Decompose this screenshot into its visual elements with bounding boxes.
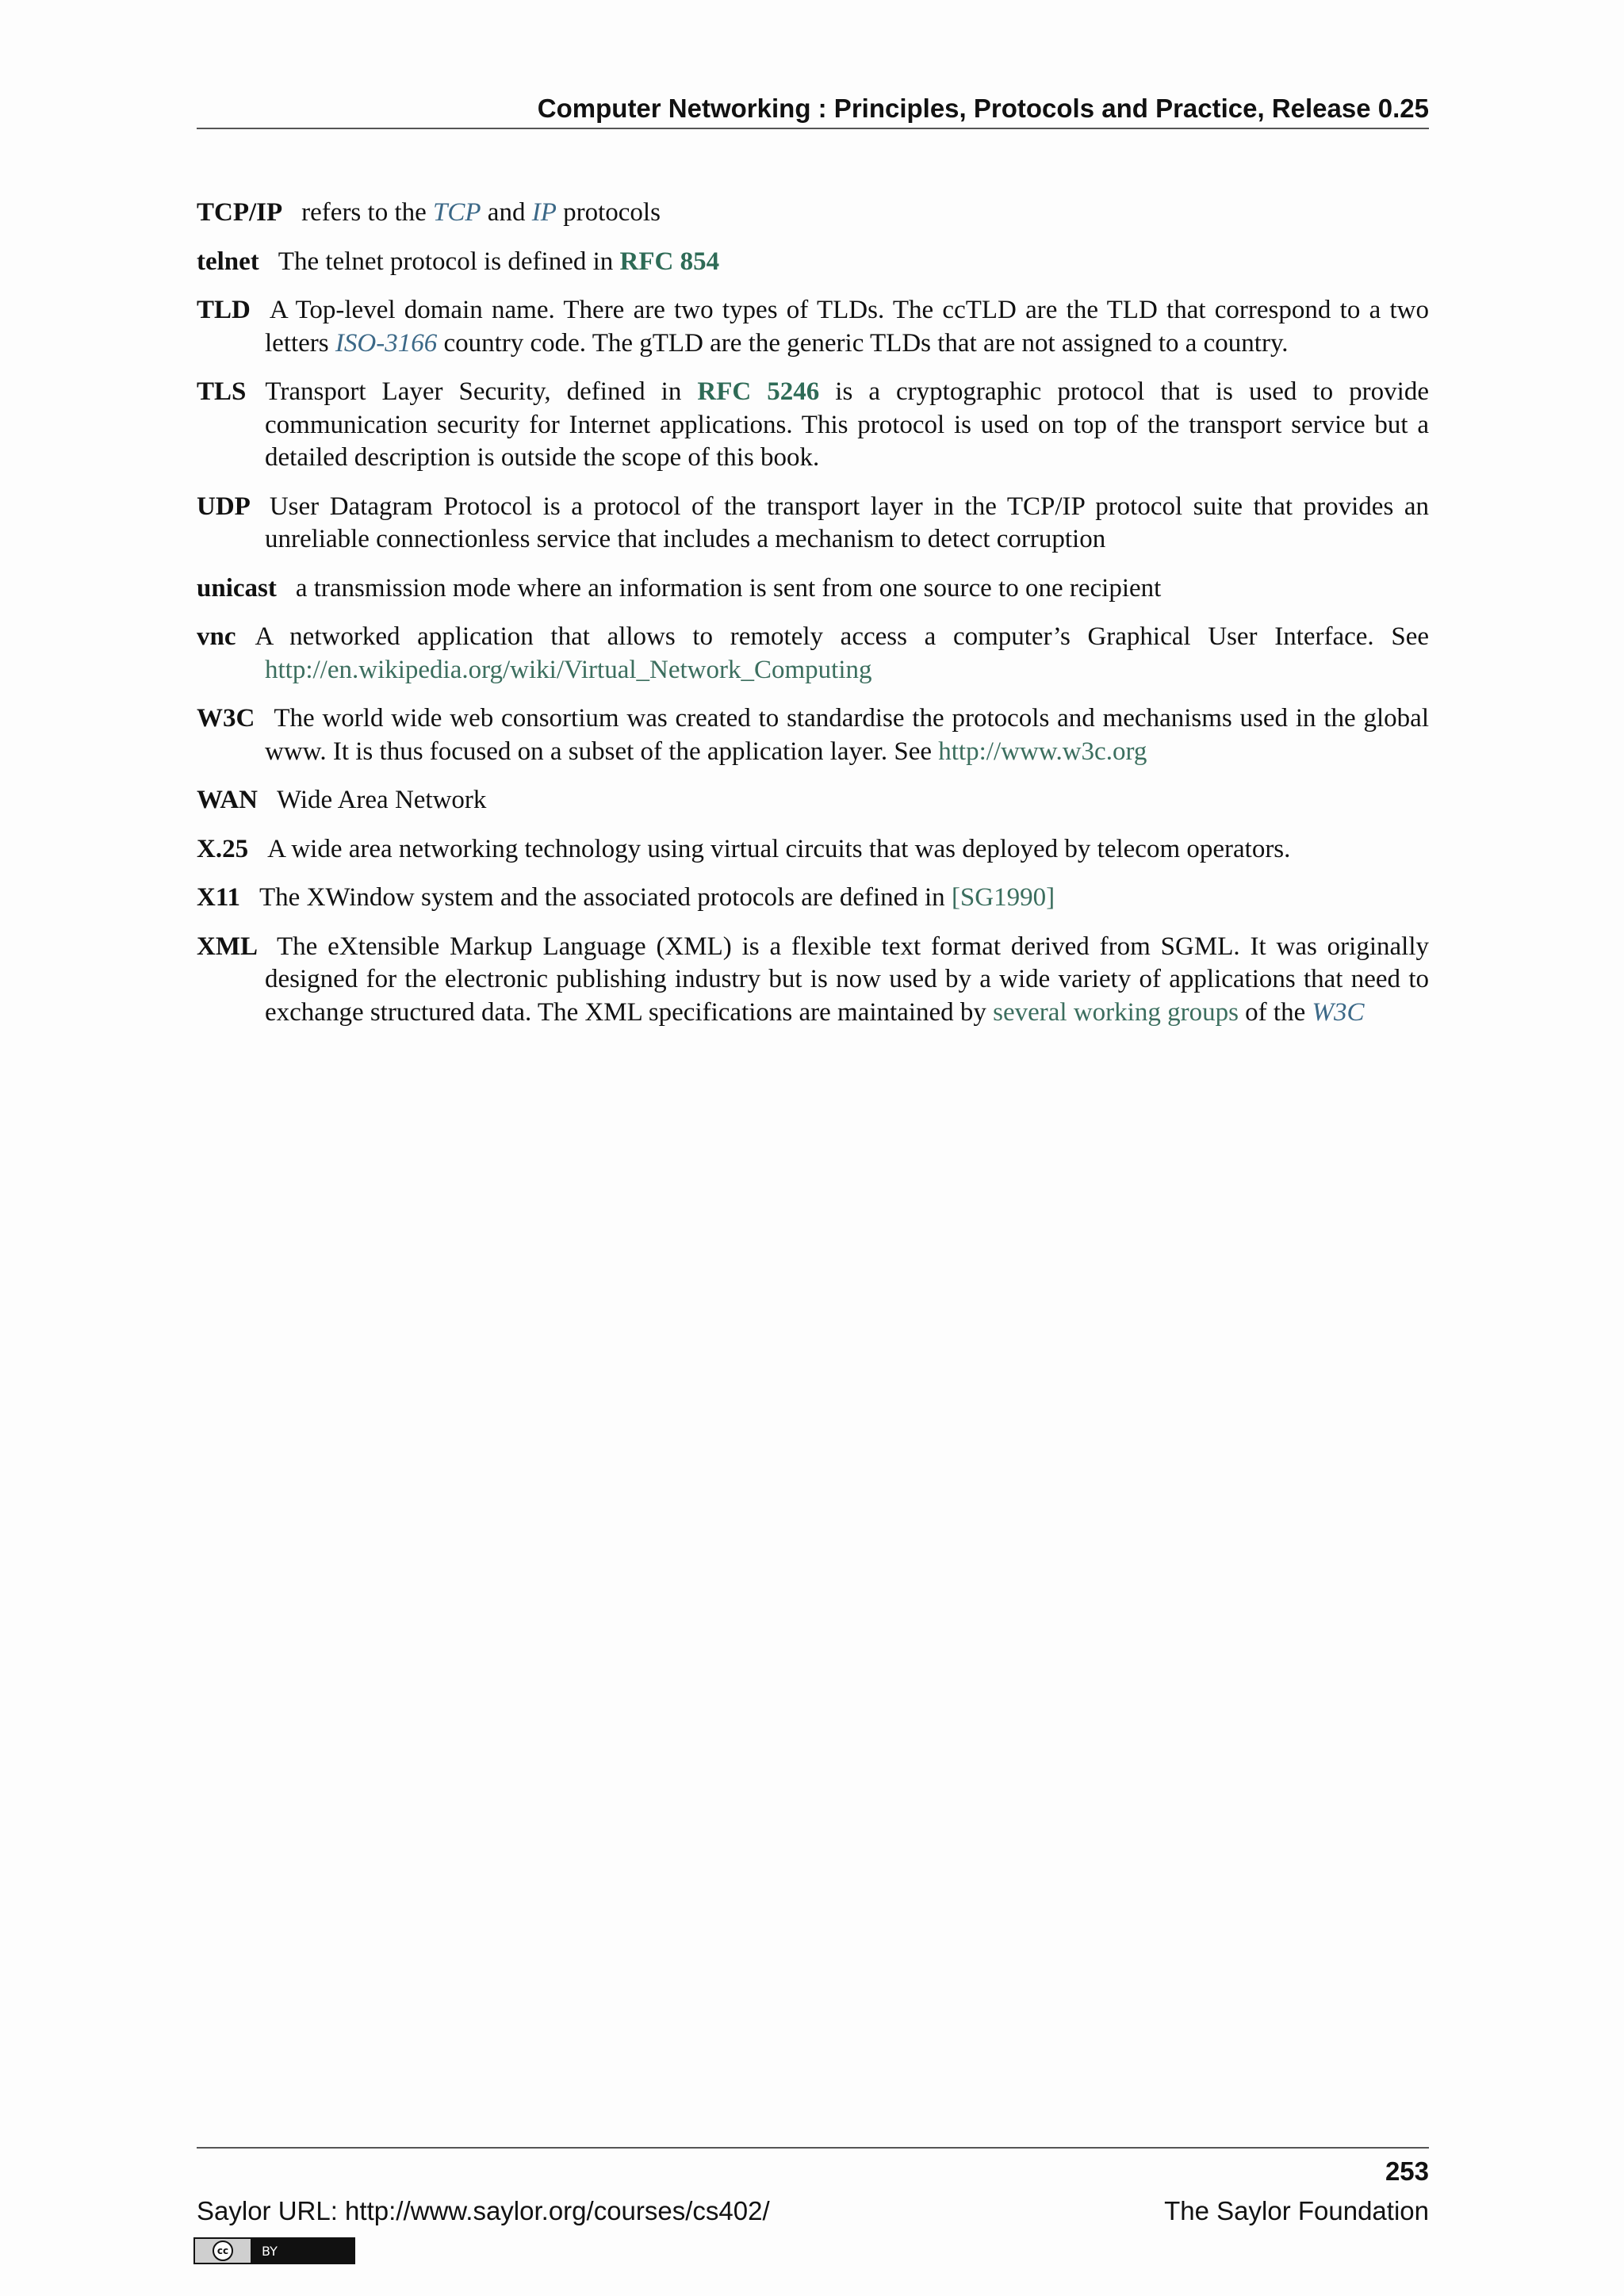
definition-text: A Top-level domain name. There are two types of TLDs. The ccTLD are the TLD that correspond to a two letters [265, 296, 1429, 358]
saylor-url: Saylor URL: http://www.saylor.org/courses/cs402/ [197, 2196, 770, 2225]
ip-link[interactable]: IP [531, 198, 557, 227]
running-header: Computer Networking : Principles, Protocols and Practice, Release 0.25 [537, 94, 1429, 123]
definition-text: is a cryptographic protocol that is used to provide communication security for Internet applications. This protocol is used on top of the transport service but a detailed description is outside the scope of this book. [265, 377, 1429, 472]
glossary-entry-tld [197, 294, 1429, 360]
sg1990-citation-link[interactable]: [SG1990] [951, 883, 1055, 912]
creative-commons-icon: cc [213, 2241, 233, 2261]
definition-text: A networked application that allows to remotely access a computer’s Graphical User Interface. See [255, 622, 1429, 651]
glossary-term: telnet [197, 247, 259, 276]
footer-divider [197, 2147, 1429, 2149]
glossary-term: UDP [197, 492, 251, 521]
license-by-label: BY [262, 2243, 278, 2259]
glossary-entry-vnc [197, 621, 1429, 687]
definition-text: The telnet protocol is defined in [278, 247, 620, 276]
glossary-definition: A wide area networking technology using virtual circuits that was deployed by telecom operators. [267, 834, 1291, 863]
glossary-entry-telnet [197, 246, 1429, 279]
definition-text: Transport Layer Security, defined in [265, 377, 698, 406]
page-number: 253 [1385, 2156, 1429, 2186]
glossary-term: unicast [197, 573, 277, 603]
glossary-term: TLD [197, 296, 251, 324]
glossary-definition [278, 247, 719, 276]
glossary-entry-w3c [197, 702, 1429, 768]
glossary-term: W3C [197, 704, 255, 733]
glossary-definition: User Datagram Protocol is a protocol of the transport layer in the TCP/IP protocol suite that provides an unreliable connectionless service that includes a mechanism to detect corruption [265, 492, 1429, 553]
glossary-definition [265, 932, 1429, 1027]
glossary-entry-x11 [197, 882, 1429, 915]
glossary-term: X11 [197, 883, 241, 912]
definition-text: protocols [556, 198, 661, 227]
glossary-definition [255, 622, 1430, 684]
glossary-definition: Wide Area Network [277, 786, 487, 814]
glossary-term: TLS [197, 377, 247, 406]
w3c-website-link[interactable]: http://www.w3c.org [938, 737, 1147, 766]
vnc-wikipedia-link[interactable]: http://en.wikipedia.org/wiki/Virtual_Network_Computing [265, 655, 872, 684]
definition-text: The XWindow system and the associated protocols are defined in [259, 883, 952, 912]
glossary-definition [301, 198, 661, 227]
cc-by-license-badge [193, 2237, 355, 2264]
rfc-5246-link[interactable]: RFC 5246 [697, 377, 820, 406]
glossary-entry-wan [197, 784, 1429, 817]
glossary-definition: a transmission mode where an information is sent from one source to one recipient [295, 573, 1162, 603]
rfc-854-link[interactable]: RFC 854 [619, 247, 720, 276]
definition-text: country code. The gTLD are the generic TLDs that are not assigned to a country. [437, 328, 1289, 358]
saylor-foundation: The Saylor Foundation [1164, 2196, 1429, 2225]
glossary-entry-x25 [197, 833, 1429, 867]
glossary-term: WAN [197, 786, 259, 814]
glossary-term: X.25 [197, 834, 249, 863]
cc-logo-area [195, 2239, 251, 2263]
glossary-definition [265, 704, 1429, 766]
glossary-entry-tcpip [197, 197, 1429, 230]
definition-text: refers to the [301, 198, 434, 227]
definition-text: and [481, 198, 532, 227]
glossary-term: XML [197, 932, 258, 961]
glossary-entry-tls [197, 376, 1429, 475]
tcp-link[interactable]: TCP [433, 198, 481, 227]
glossary-entry-udp [197, 491, 1429, 557]
glossary-definition [259, 883, 1055, 912]
definition-text: of the [1238, 997, 1312, 1027]
glossary-term: vnc [197, 622, 236, 651]
glossary-term: TCP/IP [197, 198, 283, 227]
definition-text: The world wide web consortium was created to standardise the protocols and mechanisms used in the global www. It is thus focused on a subset of the application layer. See [265, 704, 1429, 766]
iso-3166-link[interactable]: ISO-3166 [335, 328, 438, 358]
glossary-definition [265, 377, 1429, 472]
glossary-entry-xml [197, 931, 1429, 1030]
glossary-list [197, 197, 1429, 1045]
definition-text: The eXtensible Markup Language (XML) is a flexible text format derived from SGML. It was originally designed for the electronic publishing industry but is now used by a wide variety of applications that need to exchange structured data. The XML specifications are maintained by [265, 932, 1429, 1027]
glossary-entry-unicast [197, 572, 1429, 606]
working-groups-link[interactable]: several working groups [993, 997, 1239, 1027]
glossary-definition [265, 296, 1429, 358]
header-divider [197, 128, 1429, 129]
w3c-ref-link[interactable]: W3C [1312, 997, 1365, 1027]
